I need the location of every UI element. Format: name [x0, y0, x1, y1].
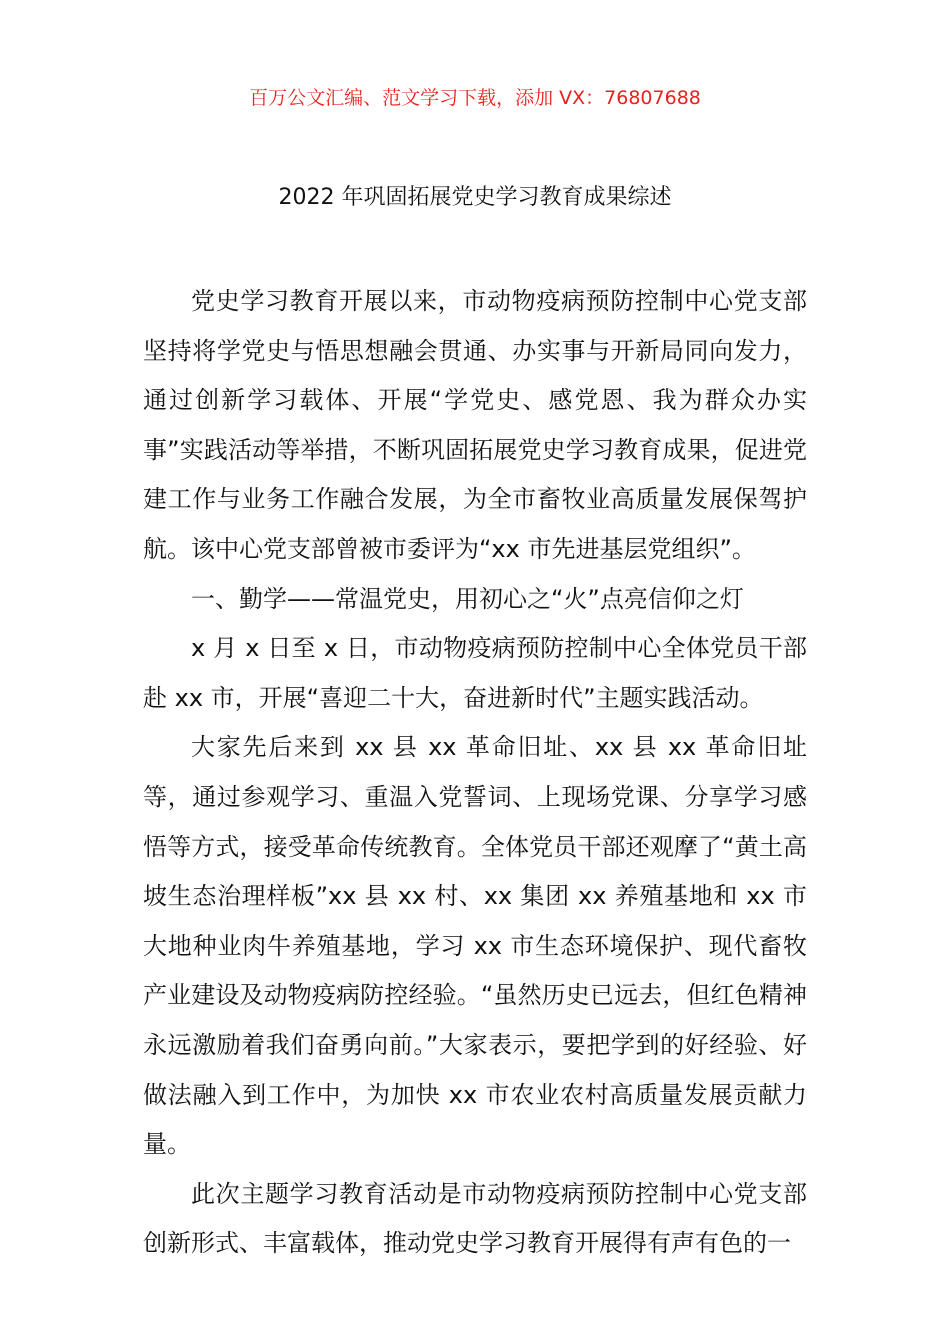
document-title: 2022 年巩固拓展党史学习教育成果综述	[278, 185, 672, 210]
paragraph: 大家先后来到 xx 县 xx 革命旧址、xx 县 xx 革命旧址等，通过参观学习、重温入党誓词、上现场党课、分享学习感悟等方式，接受革命传统教育。全体党员干部还观摩了“黄土高坡生态治理样板”xx 县 xx 村、xx 集团 xx 养殖基地和 xx 市大地种业肉牛养殖基地，学习 xx 市生态环境保护、现代畜牧产业建设及动物疫病防控经验。“虽然历史已远去，但红色精神永远激励着我们奋勇向前。”大家表示，要把学到的好经验、好做法融入到工作中，为加快 xx 市农业农村高质量发展贡献力量。	[143, 733, 807, 1159]
section-heading: 一、勤学——常温党史，用初心之“火”点亮信仰之灯	[191, 584, 744, 613]
paragraph: 党史学习教育开展以来，市动物疫病预防控制中心党支部坚持将学党史与悟思想融会贯通、办实事与开新局同向发力，通过创新学习载体、开展“学党史、感党恩、我为群众办实事”实践活动等举措，不断巩固拓展党史学习教育成果，促进党建工作与业务工作融合发展，为全市畜牧业高质量发展保驾护航。该中心党支部曾被市委评为“xx 市先进基层党组织”。	[143, 287, 807, 563]
paragraph: x 月 x 日至 x 日，市动物疫病预防控制中心全体党员干部赴 xx 市，开展“喜迎二十大，奋进新时代”主题实践活动。	[143, 634, 807, 712]
document-body	[143, 277, 807, 1269]
header-banner: 百万公文汇编、范文学习下载，添加 VX：76807688	[249, 87, 701, 109]
paragraph: 此次主题学习教育活动是市动物疫病预防控制中心党支部创新形式、丰富载体，推动党史学习教育开展得有声有色的一	[143, 1179, 807, 1258]
